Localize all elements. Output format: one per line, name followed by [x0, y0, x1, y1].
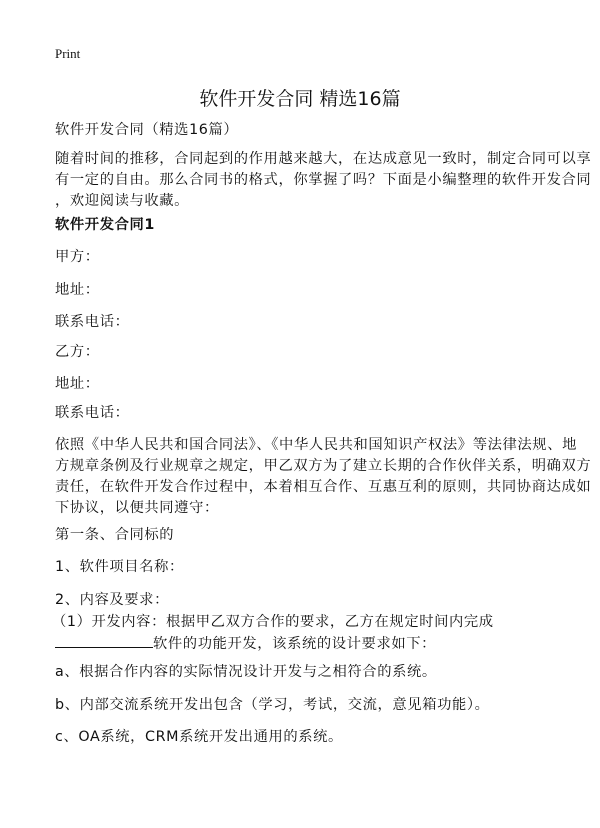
basis-line: 责任，在软件开发合作过程中，本着相互合作、互惠互利的原则，共同协商达成如: [55, 479, 592, 495]
party-a-label: 甲方：: [55, 249, 100, 265]
section-heading: 软件开发合同1: [55, 217, 155, 233]
basis-paragraph: [55, 435, 591, 519]
article-1-heading: 第一条、合同标的: [55, 527, 175, 543]
address-b-label: 地址：: [55, 376, 100, 392]
address-a-label: 地址：: [55, 282, 100, 298]
phone-a-label: 联系电话：: [55, 314, 130, 330]
item-2-1-line: （1）开发内容：根据甲乙双方合作的要求，乙方在规定时间内完成: [52, 614, 494, 630]
intro-line: 有一定的自由。那么合同书的格式，你掌握了吗？下面是小编整理的软件开发合同: [55, 172, 592, 188]
basis-line: 下协议，以便共同遵守：: [55, 500, 219, 516]
intro-line: ，欢迎阅读与收藏。: [55, 193, 190, 209]
item-2-1-line: [52, 633, 494, 655]
intro-line: 随着时间的推移，合同起到的作用越来越大，在达成意见一致时，制定合同可以享: [55, 151, 592, 167]
item-2-1: [52, 612, 494, 655]
print-link[interactable]: Print: [55, 46, 81, 61]
basis-line: 依照《中华人民共和国合同法》、《中华人民共和国知识产权法》等法律法规、地: [55, 437, 577, 453]
item-1: 1、软件项目名称：: [55, 559, 184, 575]
item-2: 2、内容及要求：: [55, 592, 169, 608]
page-title: 软件开发合同 精选16篇: [199, 88, 401, 110]
item-b: b、内部交流系统开发出包含（学习，考试，交流，意见箱功能）。: [55, 697, 490, 713]
basis-line: 方规章条例及行业规章之规定，甲乙双方为了建立长期的合作伙伴关系，明确双方: [55, 458, 592, 474]
fill-in-blank: [55, 633, 153, 648]
item-a: a、根据合作内容的实际情况设计开发与之相符合的系统。: [55, 664, 437, 680]
phone-b-label: 联系电话：: [55, 405, 130, 421]
party-b-label: 乙方：: [55, 344, 100, 360]
item-2-1-text: 软件的功能开发，该系统的设计要求如下：: [153, 636, 437, 652]
intro-paragraph: [55, 149, 591, 212]
item-c: c、OA系统，CRM系统开发出通用的系统。: [55, 729, 343, 745]
subtitle: 软件开发合同（精选16篇）: [55, 122, 239, 138]
